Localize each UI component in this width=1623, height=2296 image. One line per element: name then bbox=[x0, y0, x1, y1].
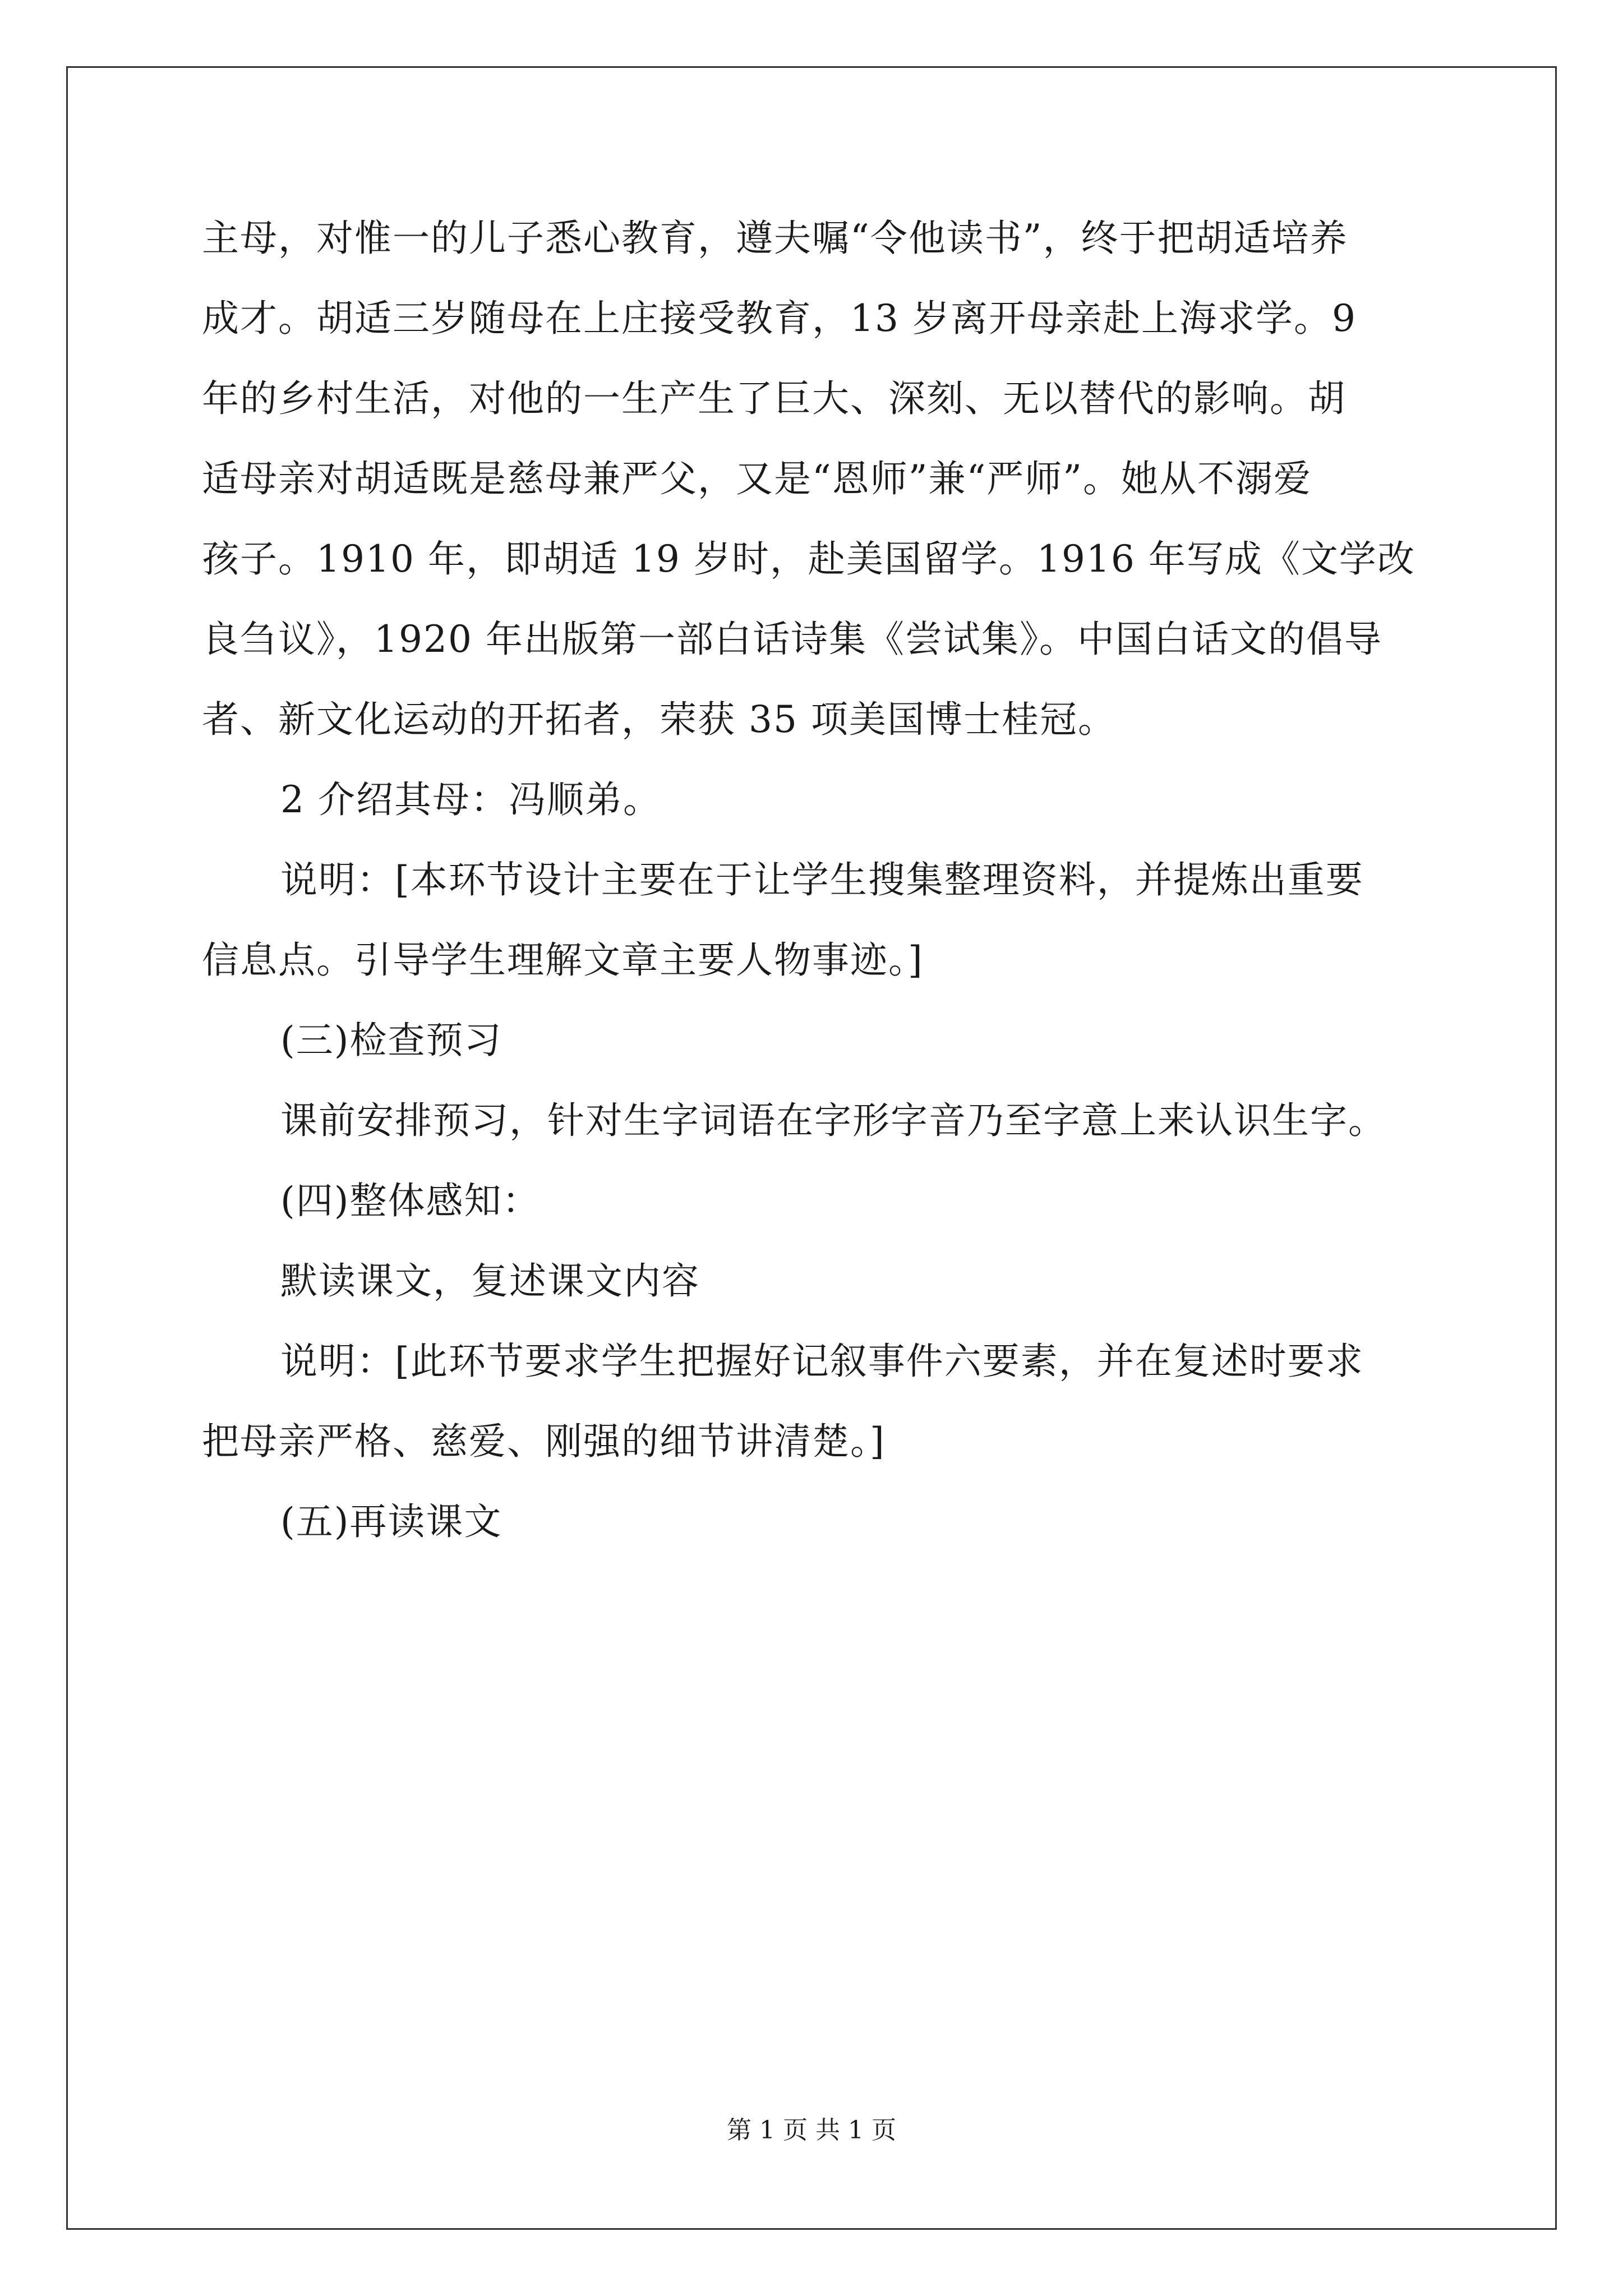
paragraph-line: 孩子。1910 年，即胡适 19 岁时，赴美国留学。1916 年写成《文学改 bbox=[202, 537, 1415, 581]
paragraph-line: 课前安排预习，针对生字词语在字形字音乃至字意上来认识生字。 bbox=[280, 1099, 1386, 1142]
paragraph-line: 信息点。引导学生理解文章主要人物事迹。] bbox=[202, 938, 924, 982]
paragraph-line: 良刍议》，1920 年出版第一部白话诗集《尝试集》。中国白话文的倡导 bbox=[202, 618, 1382, 661]
paragraph-line: 年的乡村生活，对他的一生产生了巨大、深刻、无以替代的影响。胡 bbox=[202, 377, 1346, 420]
paragraph-line: 2 介绍其母：冯顺弟。 bbox=[280, 778, 661, 821]
paragraph-line: 把母亲严格、慈爱、刚强的细节讲清楚。] bbox=[202, 1420, 886, 1463]
paragraph-line: 成才。胡适三岁随母在上庄接受教育，13 岁离开母亲赴上海求学。9 bbox=[202, 297, 1357, 340]
section-heading: (五)再读课文 bbox=[280, 1500, 502, 1543]
page-number-footer: 第 1 页 共 1 页 bbox=[727, 2116, 896, 2145]
paragraph-line: 主母，对惟一的儿子悉心教育，遵夫嘱“令他读书”，终于把胡适培养 bbox=[202, 217, 1348, 260]
paragraph-line: 说明：[本环节设计主要在于让学生搜集整理资料，并提炼出重要 bbox=[280, 858, 1364, 901]
paragraph-line: 适母亲对胡适既是慈母兼严父，又是“恩师”兼“严师”。她从不溺爱 bbox=[202, 457, 1312, 500]
paragraph-line: 者、新文化运动的开拓者，荣获 35 项美国博士桂冠。 bbox=[202, 698, 1116, 741]
section-heading: (四)整体感知： bbox=[280, 1179, 541, 1222]
paragraph-line: 默读课文，复述课文内容 bbox=[280, 1259, 700, 1303]
section-heading: (三)检查预习 bbox=[280, 1019, 502, 1062]
paragraph-line: 说明：[此环节要求学生把握好记叙事件六要素，并在复述时要求 bbox=[280, 1340, 1364, 1383]
